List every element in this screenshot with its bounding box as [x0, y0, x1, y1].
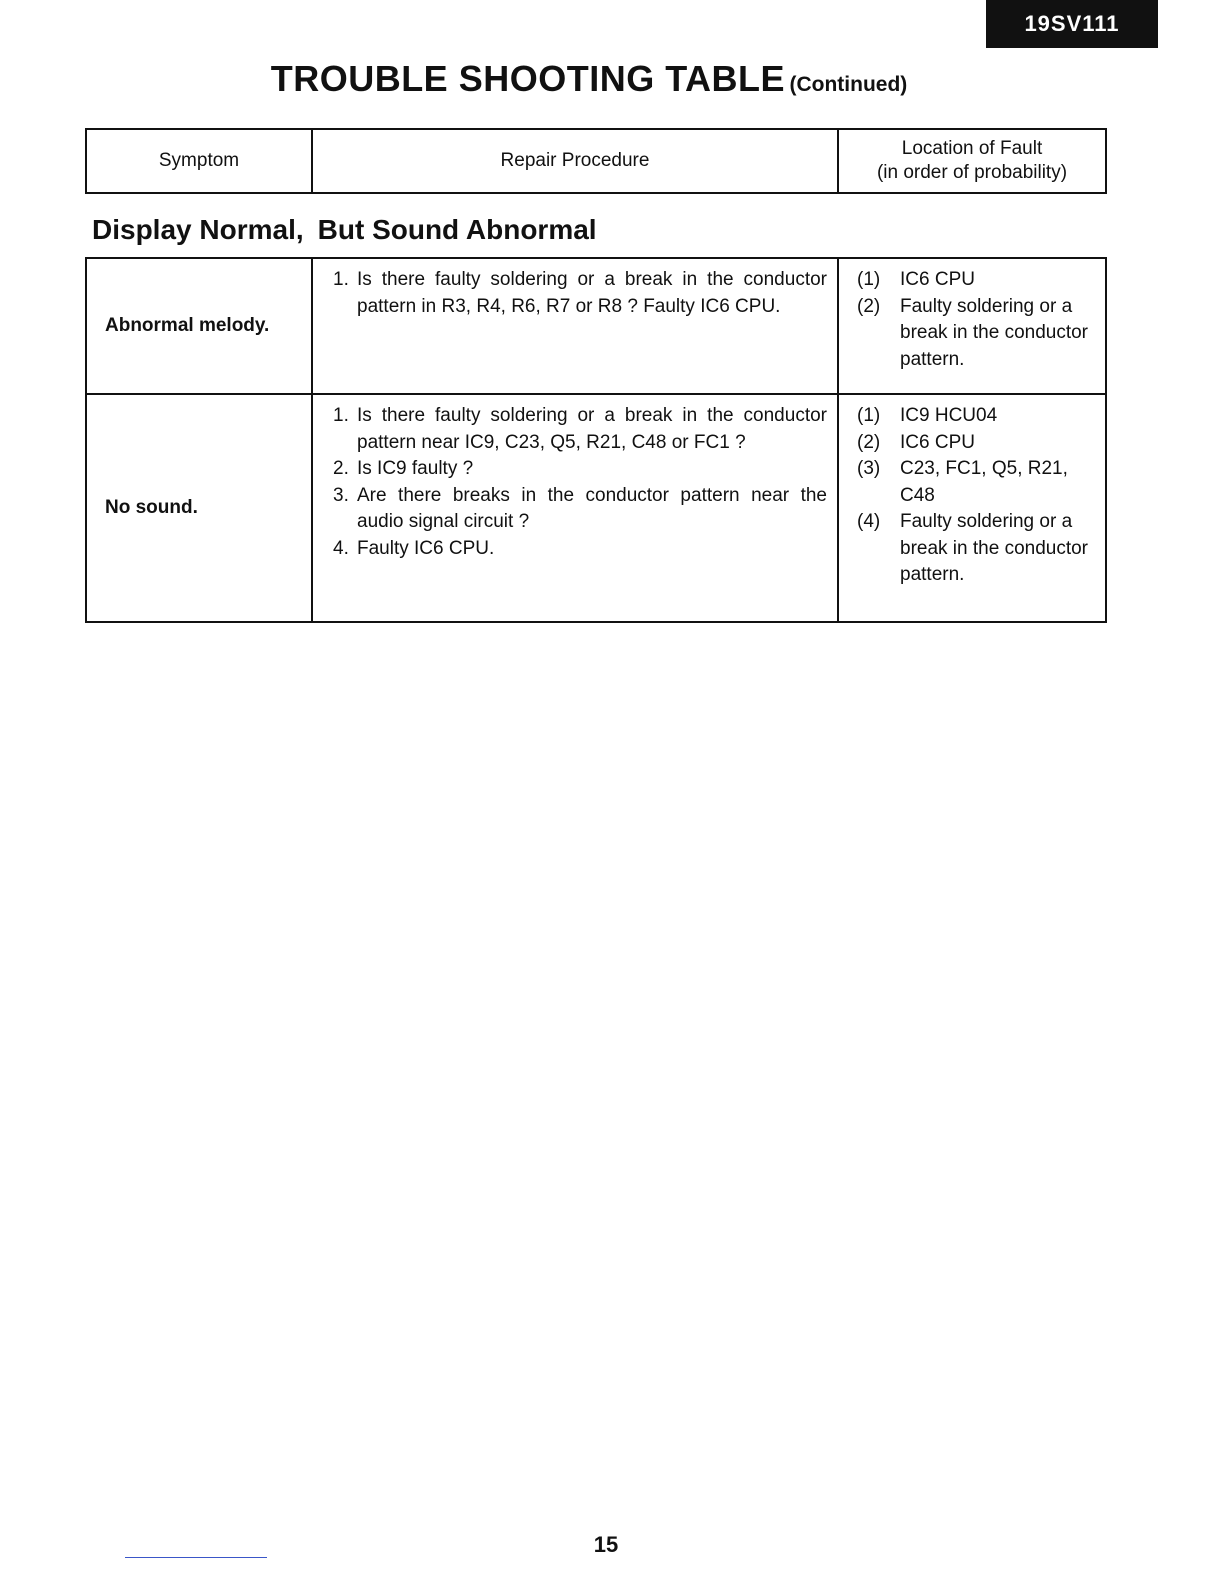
section-heading [92, 214, 597, 246]
symptom-cell: Abnormal melody. [86, 258, 312, 394]
table-header [85, 128, 1107, 194]
fault-item: (2) Faulty soldering or a break in the conductor pattern. [857, 295, 1089, 370]
symptom-cell: No sound. [86, 394, 312, 622]
footer-rule [125, 1557, 267, 1558]
repair-steps [313, 395, 837, 562]
page-title-main: TROUBLE SHOOTING TABLE [270, 58, 786, 99]
repair-step: 1. Is there faulty soldering or a break in the conductor pattern near IC9, C23, Q5, R21, C48 or FC1 ? [333, 405, 827, 453]
page-title-continued: (Continued) [789, 73, 908, 96]
repair-step: 4. Faulty IC6 CPU. [333, 537, 495, 559]
troubleshooting-table [85, 257, 1107, 623]
header-location-of-fault [838, 129, 1106, 193]
fault-item: (4) Faulty soldering or a break in the conductor pattern. [857, 511, 1089, 585]
repair-procedure-cell [312, 258, 838, 394]
repair-step: 3. Are there breaks in the conductor pattern near the audio signal circuit ? [333, 484, 827, 532]
fault-list [839, 395, 1105, 589]
location-of-fault-cell [838, 394, 1106, 622]
repair-steps [313, 259, 837, 320]
section-heading-part1: Display Normal, [92, 214, 304, 245]
fault-item: (2) IC6 CPU [857, 431, 975, 453]
table-row [86, 258, 1106, 394]
location-of-fault-cell [838, 258, 1106, 394]
page-title [0, 58, 1178, 100]
repair-step: 1. Is there faulty soldering or a break in the conductor pattern in R3, R4, R6, R7 or R8 ? Faulty IC6 CPU. [333, 269, 827, 317]
page-number: 15 [593, 1532, 619, 1557]
header-location-line1: Location of Fault [901, 138, 1043, 159]
repair-procedure-cell [312, 394, 838, 622]
header-location-line2: (in order of probability) [876, 162, 1068, 183]
fault-item: (3) C23, FC1, Q5, R21, C48 [857, 458, 1068, 506]
table-row [86, 394, 1106, 622]
section-heading-part2: But Sound Abnormal [317, 214, 597, 245]
header-symptom: Symptom [86, 129, 312, 193]
fault-list [839, 259, 1105, 373]
header-repair-procedure: Repair Procedure [312, 129, 838, 193]
fault-item: (1) IC6 CPU [857, 269, 975, 290]
model-badge: 19SV111 [986, 0, 1158, 48]
fault-item: (1) IC9 HCU04 [857, 405, 998, 426]
repair-step: 2. Is IC9 faulty ? [333, 458, 474, 479]
